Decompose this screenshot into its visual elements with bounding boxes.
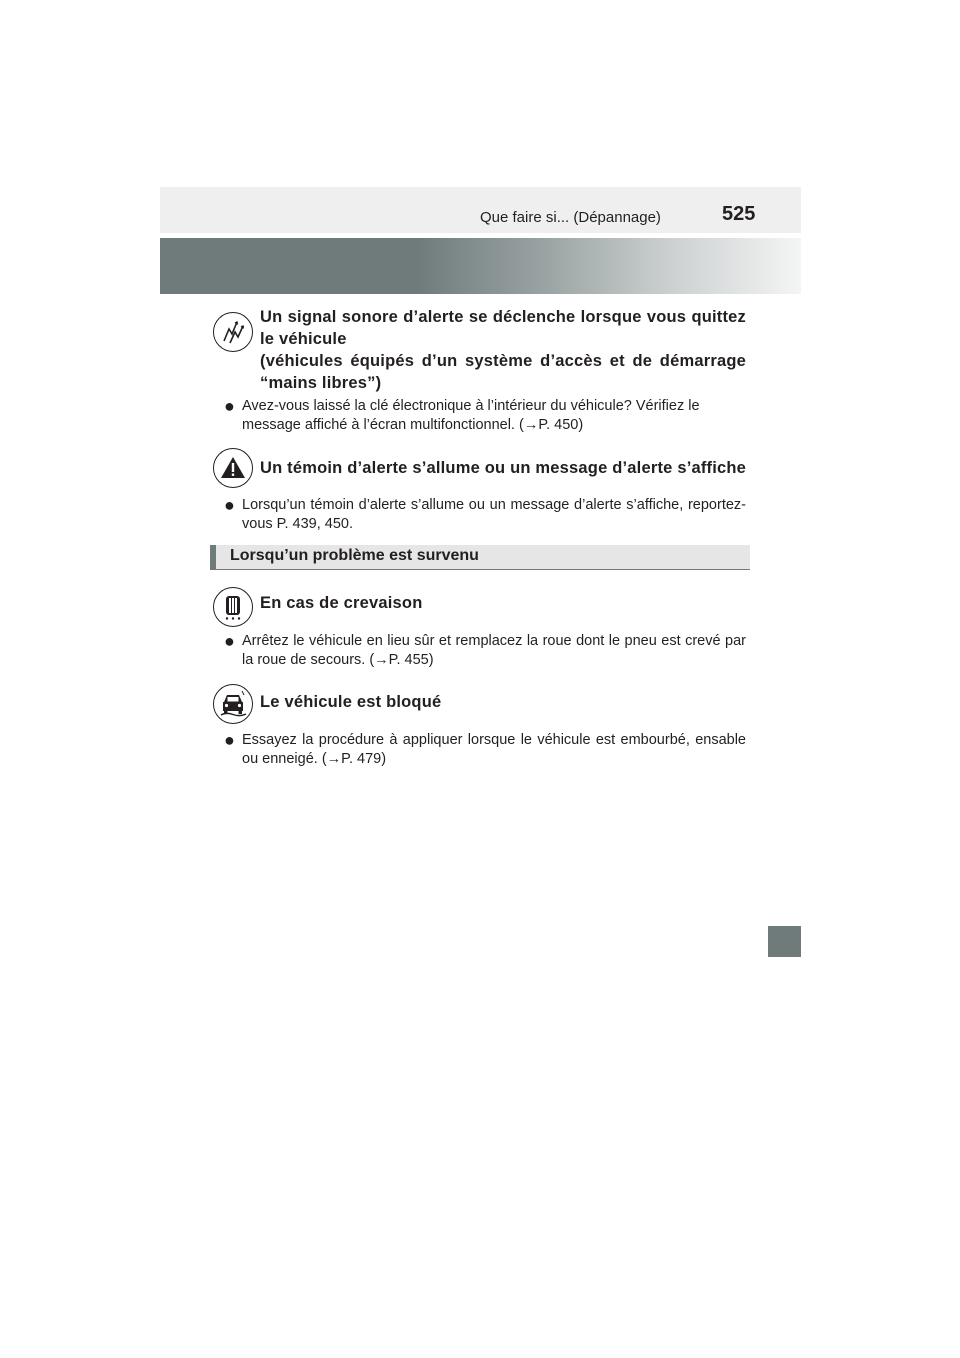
list-item: [224, 632, 746, 670]
section-header: [210, 545, 750, 570]
stuck-vehicle-icon: [213, 684, 253, 724]
item-heading-flat-tire: En cas de crevaison: [260, 594, 423, 612]
bullet-icon: ●: [224, 730, 235, 750]
chapter-banner: [160, 238, 801, 294]
warning-triangle-icon: [213, 448, 253, 488]
bullet-icon: ●: [224, 631, 235, 651]
section-title: Lorsqu’un problème est survenu: [230, 547, 479, 564]
chapter-title: Que faire si... (Dépannage): [480, 209, 661, 226]
item-bullet-text: Avez-vous laissé la clé électronique à l’intérieur du véhicule? Vérifiez le message affiché à l’écran multifonctionnel. (→P. 450): [242, 398, 700, 433]
item-heading-warning: Un témoin d’alerte s’allume ou un message d’alerte s’affiche: [260, 459, 747, 477]
item-bullet-text: Essayez la procédure à appliquer lorsque le véhicule est embourbé, ensable ou enneigé. (→P. 479): [242, 732, 746, 767]
chapter-tab: [768, 926, 801, 957]
buzzer-warning-icon: [213, 312, 253, 352]
list-item: [224, 397, 746, 435]
page-number: 525: [722, 203, 756, 225]
flat-tire-icon: [213, 587, 253, 627]
item-bullet-text: Lorsqu’un témoin d’alerte s’allume ou un message d’alerte s’affiche, reportez-vous P. 439, 450.: [242, 497, 746, 532]
item-bullet-text: Arrêtez le véhicule en lieu sûr et remplacez la roue dont le pneu est crevé par la roue de secours. (→P. 455): [242, 633, 746, 668]
list-item: [224, 496, 746, 534]
item-heading-stuck: Le véhicule est bloqué: [260, 693, 442, 711]
bullet-icon: ●: [224, 396, 235, 416]
list-item: [224, 731, 746, 769]
bullet-icon: ●: [224, 495, 235, 515]
item-heading-buzzer: Un signal sonore d’alerte se déclenche lorsque vous quittez le véhicule (véhicules équipés d’un système d’accès et de démarrage “mains libres”): [260, 308, 746, 392]
